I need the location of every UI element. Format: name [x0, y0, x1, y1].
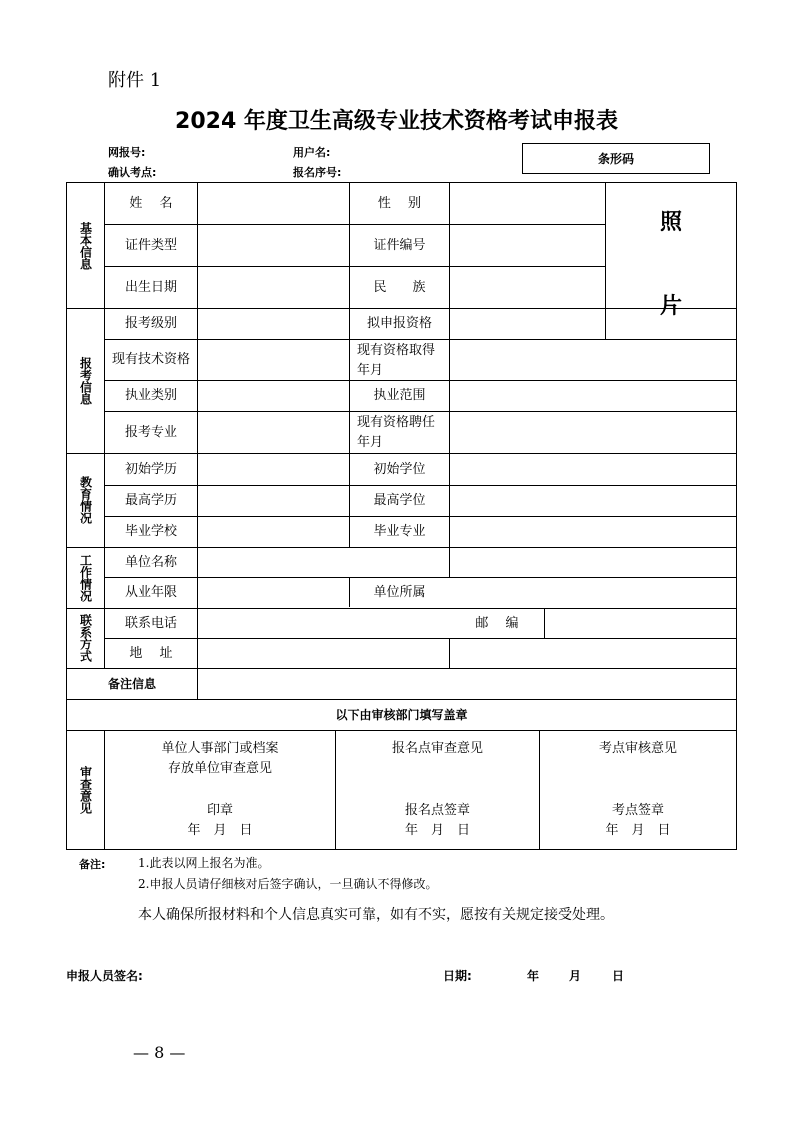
- note-2: 2.申报人员请仔细核对后签字确认，一旦确认不得修改。: [138, 877, 438, 891]
- work-years-field[interactable]: [198, 578, 349, 608]
- highest-education-field[interactable]: [198, 486, 349, 516]
- current-tech-qualification-label: 现有技术资格: [111, 352, 190, 367]
- review-unit-date: 年 月 日: [187, 823, 253, 838]
- graduation-school-label: 毕业学校: [124, 524, 177, 539]
- barcode-box: 条形码: [522, 143, 710, 174]
- section-work: 工作情况: [78, 553, 93, 602]
- phone-label: 联系电话: [124, 615, 177, 631]
- review-exam-site-seal-label: 考点签章: [611, 803, 664, 818]
- practice-category-label: 执业类别: [124, 388, 177, 403]
- wangbaohao-label: 网报号:: [108, 146, 146, 159]
- practice-scope-field[interactable]: [450, 381, 736, 411]
- organization-name-label: 单位名称: [124, 554, 177, 570]
- gender-field[interactable]: [450, 183, 605, 224]
- qualification-year-label-line2: 年月: [357, 363, 384, 378]
- current-tech-qualification-field[interactable]: [198, 340, 349, 380]
- id-number-field[interactable]: [450, 225, 605, 266]
- review-exam-site-date: 年 月 日: [605, 823, 671, 838]
- gender-label: 性 别: [377, 195, 422, 211]
- organization-belong-field[interactable]: [450, 578, 736, 608]
- employ-year-field[interactable]: [450, 412, 736, 453]
- review-col-exam-site: 考点审核意见: [598, 741, 677, 756]
- exam-major-field[interactable]: [198, 412, 349, 453]
- signature-label: 申报人员签名:: [66, 969, 143, 983]
- apply-qualification-field[interactable]: [450, 309, 605, 339]
- page-number: — 8 —: [133, 1043, 186, 1062]
- qualification-year-label-line1: 现有资格取得: [357, 343, 436, 358]
- highest-degree-label: 最高学位: [373, 493, 426, 508]
- notes-label: 备注:: [79, 858, 106, 871]
- highest-education-label: 最高学历: [124, 493, 177, 508]
- exam-major-label: 报考专业: [124, 424, 177, 440]
- graduation-major-label: 毕业专业: [373, 524, 426, 539]
- graduation-major-field[interactable]: [450, 517, 736, 547]
- section-exam: 报考信息: [78, 356, 93, 405]
- birth-date-field[interactable]: [198, 267, 349, 308]
- section-basic: 基本信息: [78, 221, 93, 270]
- photo-label-2: 片: [659, 294, 682, 319]
- review-unit-title-line2: 存放单位审查意见: [167, 761, 272, 776]
- employ-year-label-line2: 年月: [357, 435, 384, 450]
- review-exam-site-seal: [540, 801, 736, 841]
- signature-year: 年: [527, 969, 540, 983]
- postcode-label: 邮 编: [475, 615, 519, 631]
- note-1: 1.此表以网上报名为准。: [138, 856, 270, 870]
- id-number-label: 证件编号: [373, 237, 426, 253]
- remarks-field[interactable]: [198, 669, 736, 699]
- review-unit-title-line1: 单位人事部门或档案: [161, 741, 279, 756]
- review-col-registration: 报名点审查意见: [391, 741, 483, 756]
- practice-scope-label: 执业范围: [373, 388, 426, 403]
- username-label: 用户名:: [293, 146, 331, 159]
- address-field[interactable]: [198, 639, 736, 668]
- work-years-label: 从业年限: [124, 585, 177, 600]
- employ-year-label: [357, 413, 435, 453]
- qualification-year-field[interactable]: [450, 340, 736, 380]
- initial-degree-field[interactable]: [450, 454, 736, 485]
- attachment-label: 附件 1: [108, 70, 162, 91]
- highest-degree-field[interactable]: [450, 486, 736, 516]
- exam-level-label: 报考级别: [124, 316, 177, 331]
- review-registration-seal: [336, 801, 539, 841]
- ethnicity-label: 民 族: [373, 279, 426, 295]
- declaration-statement: 本人确保所报材料和个人信息真实可靠，如有不实，愿按有关规定接受处理。: [138, 907, 614, 923]
- review-registration-seal-label: 报名点签章: [404, 803, 470, 818]
- address-label: 地 址: [129, 645, 173, 661]
- review-unit-seal: [105, 801, 335, 841]
- name-field[interactable]: [198, 183, 349, 224]
- signature-month: 月: [569, 969, 582, 983]
- birth-date-label: 出生日期: [124, 279, 177, 295]
- phone-field[interactable]: [198, 609, 449, 638]
- graduation-school-field[interactable]: [198, 517, 349, 547]
- organization-name-field[interactable]: [198, 548, 736, 577]
- ethnicity-field[interactable]: [450, 267, 605, 308]
- id-type-label: 证件类型: [124, 237, 177, 253]
- reg-seq-label: 报名序号:: [293, 166, 342, 179]
- review-col-unit: [105, 739, 335, 779]
- page-title: 2024 年度卫生高级专业技术资格考试申报表: [175, 109, 618, 134]
- initial-education-label: 初始学历: [124, 461, 177, 477]
- initial-education-field[interactable]: [198, 454, 349, 485]
- confirm-site-label: 确认考点:: [108, 166, 157, 179]
- employ-year-label-line1: 现有资格聘任: [357, 415, 436, 430]
- apply-qualification-label: 拟申报资格: [366, 316, 432, 331]
- section-review: 审查意见: [78, 765, 93, 814]
- review-header: 以下由审核部门填写盖章: [335, 708, 468, 722]
- review-registration-date: 年 月 日: [404, 823, 470, 838]
- signature-date-label: 日期:: [443, 969, 472, 983]
- remarks-label: 备注信息: [107, 677, 156, 691]
- section-contact: 联系方式: [78, 614, 93, 662]
- id-type-field[interactable]: [198, 225, 349, 266]
- practice-category-field[interactable]: [198, 381, 349, 411]
- name-label: 姓 名: [129, 195, 173, 211]
- postcode-field[interactable]: [545, 609, 736, 638]
- qualification-year-label: [357, 341, 435, 381]
- organization-belong-label: 单位所属: [373, 585, 426, 600]
- review-unit-seal-label: 印章: [206, 803, 233, 818]
- section-education: 教育情况: [78, 476, 93, 524]
- application-form: [66, 182, 737, 850]
- exam-level-field[interactable]: [198, 309, 349, 339]
- photo-label-1: 照: [659, 210, 682, 235]
- signature-day: 日: [612, 969, 625, 983]
- initial-degree-label: 初始学位: [373, 461, 426, 477]
